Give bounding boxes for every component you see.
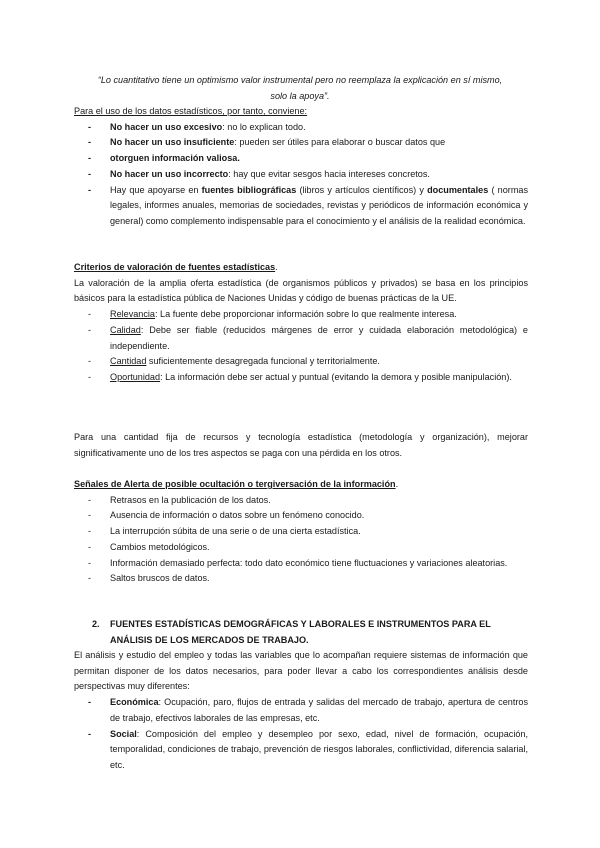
- item-text: : Debe ser fiable (reducidos márgenes de error y cuidada elaboración metodológica) e independiente.: [110, 324, 528, 351]
- section-title-period: .: [306, 634, 309, 645]
- list-item: - Información demasiado perfecta: todo dato económico tiene fluctuaciones y variaciones aleatorias.: [74, 556, 528, 572]
- list-item: [74, 135, 528, 151]
- quote-line-1: “Lo cuantitativo tiene un optimismo valor instrumental pero no reemplaza la explicación en sí mismo,: [97, 75, 503, 85]
- list-item: [74, 695, 528, 726]
- alert-heading: [74, 477, 528, 493]
- item-text: : no lo explican todo.: [222, 121, 306, 132]
- alert-heading-period: .: [395, 479, 399, 489]
- criteria-heading: [74, 260, 528, 276]
- item-text: (libros y artículos científicos) y: [296, 184, 428, 195]
- item-term: documentales: [427, 184, 489, 195]
- list-item: [74, 323, 528, 354]
- alert-section: [74, 477, 528, 587]
- list-item: [74, 354, 528, 370]
- item-term: Económica: [110, 697, 159, 708]
- item-text: : Composición del empleo y desempleo por sexo, edad, nivel de formación, ocupación, temporalidad, condiciones de trabajo, prevención de riesgos laborales, conflictividad, diferencia salarial, etc.: [110, 728, 528, 770]
- item-term: Calidad: [110, 324, 141, 335]
- item-term: No hacer un uso insuficiente: [110, 137, 235, 148]
- labour-section: [74, 648, 528, 774]
- criteria-intro: La valoración de la amplia oferta estadística (de organismos públicos y privados) se basa en los principios básicos para la estadística pública de Naciones Unidas y código de buenas prácticas de la UE.: [74, 277, 528, 304]
- list-item: [74, 120, 528, 136]
- list-item: [74, 183, 528, 230]
- section-title: FUENTES ESTADÍSTICAS DEMOGRÁFICAS Y LABORALES E INSTRUMENTOS PARA EL ANÁLISIS DE LOS MERCADOS DE TRABAJO: [110, 619, 491, 645]
- usage-heading: Para el uso de los datos estadísticos, por tanto, conviene:: [74, 106, 308, 116]
- item-term: fuentes bibliográficas: [201, 184, 297, 195]
- item-text: suficientemente desagregada funcional y territorialmente.: [146, 356, 380, 367]
- labour-intro: El análisis y estudio del empleo y todas las variables que lo acompañan requiere sistemas de información que permitan disponer de los datos necesarios, para poder llevar a cabo los correspondientes análisis desde perspectivas muy diferentes:: [74, 650, 528, 692]
- list-item: [74, 151, 528, 167]
- alert-heading-text: Señales de Alerta de posible ocultación o tergiversación de la información: [74, 479, 396, 489]
- item-term: otorguen información valiosa.: [110, 153, 240, 164]
- item-text: ( normas legales, informes anuales, memorias de sociedades, revistas y periódicos de información económica y general) como complemento indispensable para el conocimiento y el análisis de la realidad económica.: [110, 184, 528, 226]
- item-text: : hay que evitar sesgos hacia intereses concretos.: [228, 168, 430, 179]
- list-item: - Saltos bruscos de datos.: [74, 571, 528, 587]
- item-term: No hacer un uso excesivo: [110, 121, 223, 132]
- item-text: Hay que apoyarse en: [110, 184, 202, 195]
- item-text: : La fuente debe proporcionar información sobre lo que realmente interesa.: [155, 309, 457, 320]
- list-item: [74, 370, 528, 386]
- list-item: [74, 167, 528, 183]
- item-text: : pueden ser útiles para elaborar o buscar datos que: [234, 137, 446, 148]
- criteria-heading-period: .: [275, 262, 278, 272]
- item-term: No hacer un uso incorrecto: [110, 168, 229, 179]
- item-text: : La información debe ser actual y puntual (evitando la demora y posible manipulación).: [160, 371, 512, 382]
- list-item: - Cambios metodológicos.: [74, 540, 528, 556]
- section-number: 2.: [92, 619, 100, 629]
- list-item: [74, 727, 528, 774]
- perspective-list: [74, 695, 528, 774]
- item-term: Relevancia: [110, 309, 155, 320]
- list-item: - Ausencia de información o datos sobre un fenómeno conocido.: [74, 508, 528, 524]
- item-term: Social: [110, 728, 137, 739]
- alert-list: [74, 493, 528, 587]
- quote-line-2: solo la apoya”.: [270, 90, 330, 101]
- item-term: Oportunidad: [110, 371, 161, 382]
- usage-section: [74, 104, 528, 230]
- list-item: - La interrupción súbita de una serie o de una cierta estadística.: [74, 524, 528, 540]
- list-item: - Retrasos en la publicación de los datos.: [74, 493, 528, 509]
- usage-list: [74, 120, 528, 230]
- criteria-list: [74, 307, 528, 386]
- criteria-closing: Para una cantidad fija de recursos y tecnología estadística (metodología y organización), mejorar significativamente uno de los tres aspectos se paga con una pérdida en los otros.: [74, 432, 528, 458]
- item-term: Cantidad: [110, 356, 147, 367]
- criteria-heading-text: Criterios de valoración de fuentes estadísticas: [74, 262, 276, 272]
- section-2-heading: [92, 617, 528, 648]
- item-text: : Ocupación, paro, flujos de entrada y salidas del mercado de trabajo, apertura de centros de trabajo, efectivos laborales de las empresas, etc.: [110, 697, 528, 723]
- opening-quote: [70, 73, 530, 104]
- list-item: [74, 307, 528, 323]
- criteria-section: [74, 260, 528, 386]
